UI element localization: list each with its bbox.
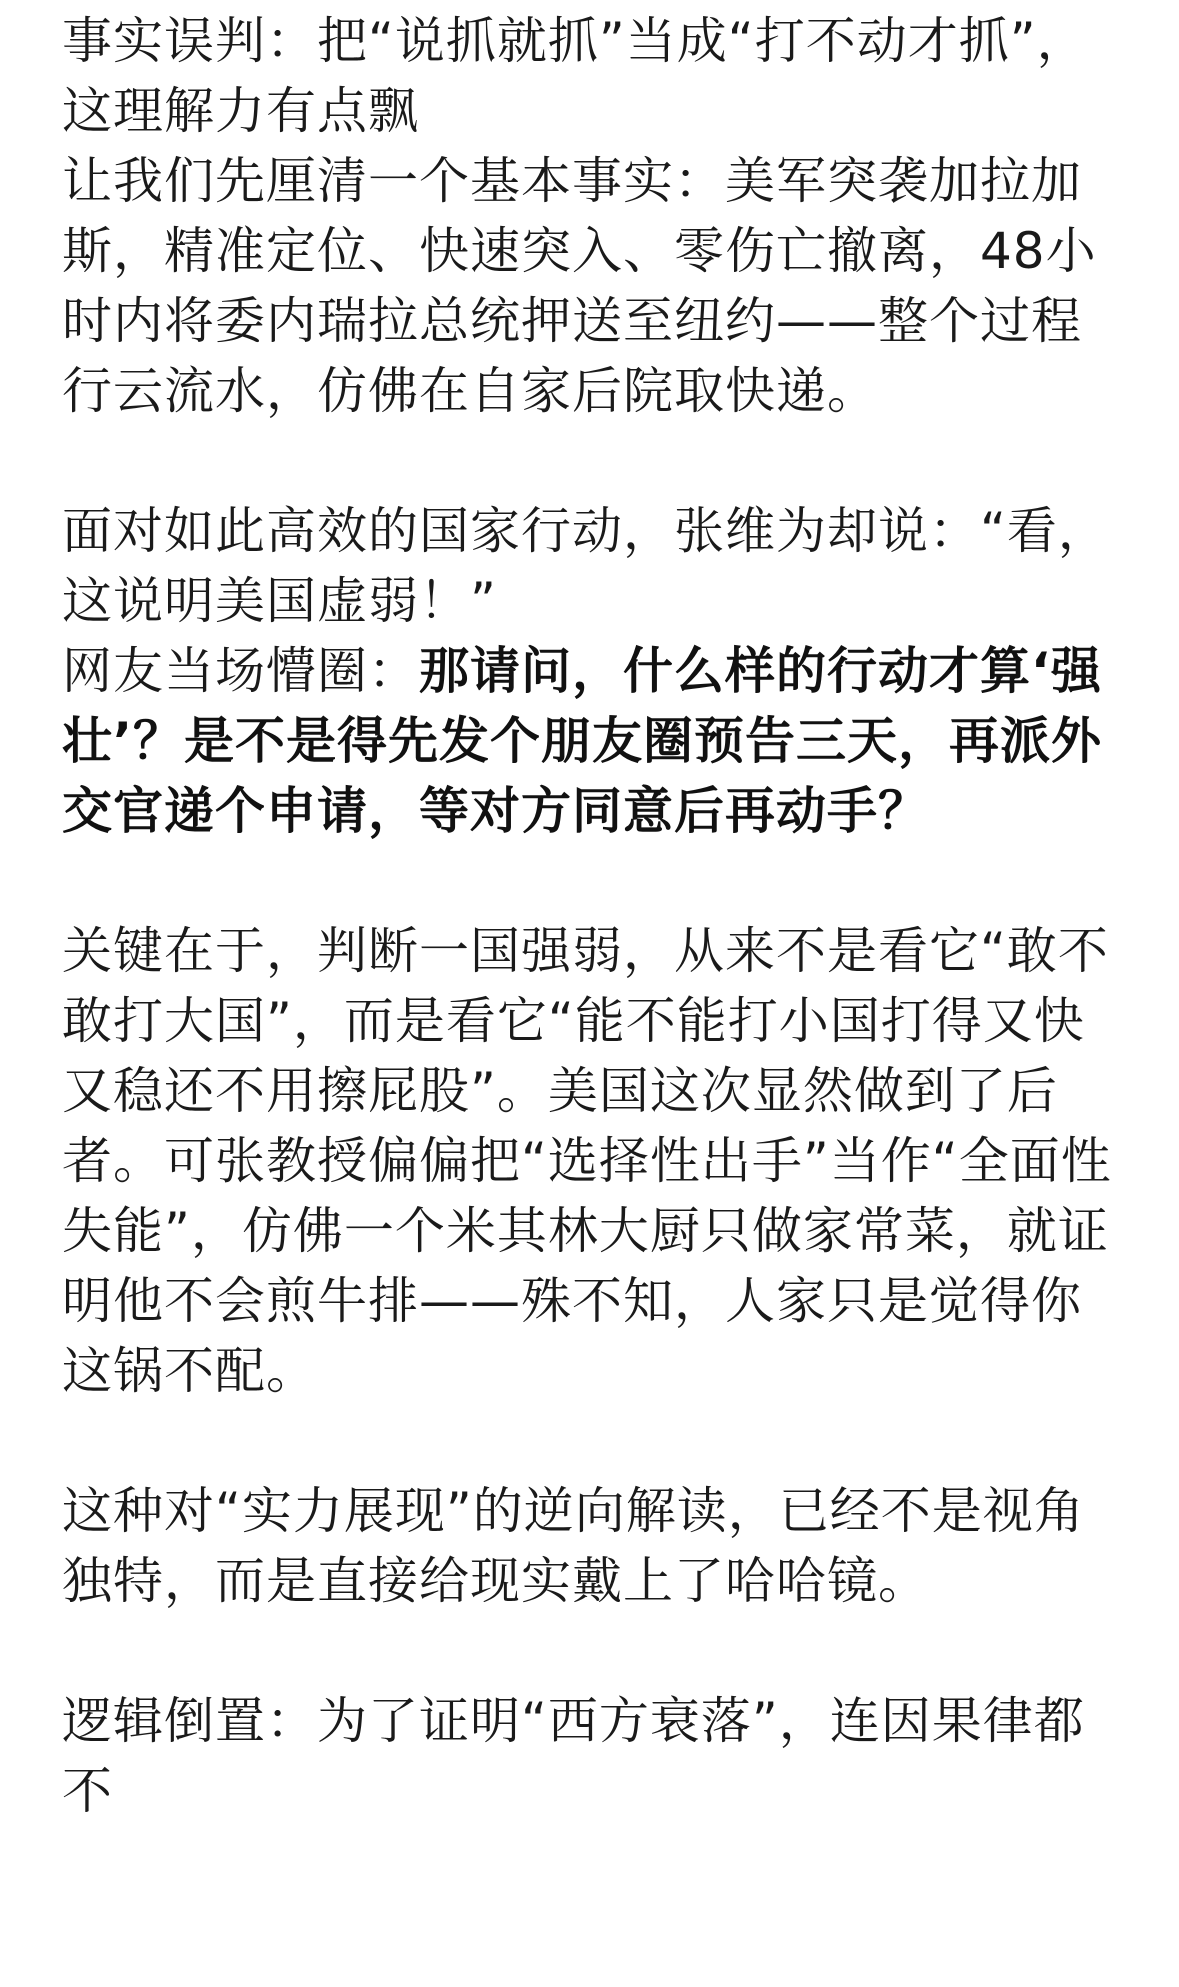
paragraph-netizen: [62, 636, 1122, 846]
paragraph-heading: 事实误判：把“说抓就抓”当成“打不动才抓”，这理解力有点飘: [62, 12, 1088, 140]
netizen-bold-question: 那请问，什么样的行动才算‘强壮’？是不是得先发个朋友圈预告三天，再派外交官递个申请，等对方同意后再动手？: [62, 642, 1102, 840]
paragraph-spacer: [62, 1616, 1122, 1686]
paragraph-spacer: [62, 846, 1122, 916]
paragraph-logic-inverted: 逻辑倒置：为了证明“西方衰落”，连因果律都不: [62, 1692, 1085, 1820]
paragraph-reverse-reading: 这种对“实力展现”的逆向解读，已经不是视角独特，而是直接给现实戴上了哈哈镜。: [62, 1482, 1085, 1610]
article-body: [62, 0, 1122, 1826]
paragraph-quote: 面对如此高效的国家行动，张维为却说：“看，这说明美国虚弱！”: [62, 502, 1109, 630]
netizen-lead-text: 网友当场懵圈：: [62, 642, 419, 700]
paragraph-facts: 让我们先厘清一个基本事实：美军突袭加拉加斯，精准定位、快速突入、零伤亡撤离，48小时内将委内瑞拉总统押送至纽约——整个过程行云流水，仿佛在自家后院取快递。: [62, 152, 1097, 420]
paragraph-spacer: [62, 426, 1122, 496]
paragraph-key-point: 关键在于，判断一国强弱，从来不是看它“敢不敢打大国”，而是看它“能不能打小国打得又快又稳还不用擦屁股”。美国这次显然做到了后者。可张教授偏偏把“选择性出手”当作“全面性失能”，仿佛一个米其林大厨只做家常菜，就证明他不会煎牛排——殊不知，人家只是觉得你这锅不配。: [62, 922, 1112, 1400]
paragraph-spacer: [62, 1406, 1122, 1476]
